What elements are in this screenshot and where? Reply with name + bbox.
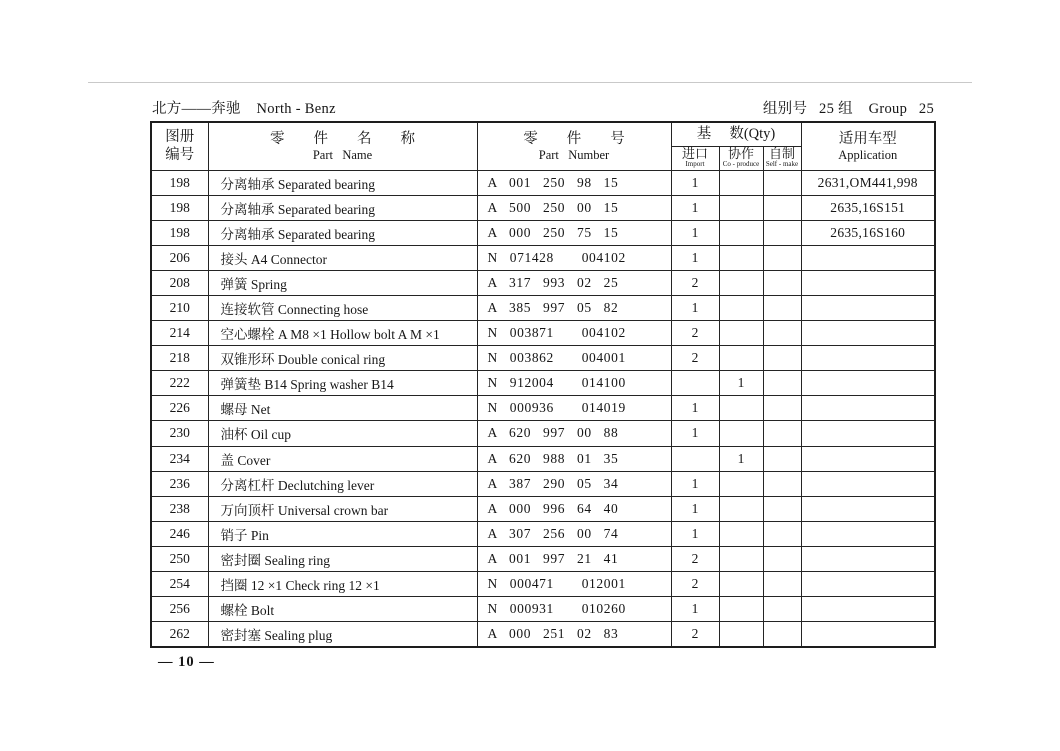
row-index: 218 [151, 346, 208, 371]
row-application: 2631,OM441,998 [801, 170, 935, 195]
row-part-number: A 500 250 00 15 [477, 195, 671, 220]
row-index: 262 [151, 622, 208, 647]
row-qty-coproduce [719, 471, 763, 496]
parts-table [150, 121, 936, 648]
header-application [801, 122, 935, 170]
row-part-name: 分离轴承 Separated bearing [208, 170, 477, 195]
row-qty-import: 1 [671, 170, 719, 195]
header-qty-selfmake-en: Self - make [765, 159, 799, 168]
row-index: 206 [151, 245, 208, 270]
table-row [151, 195, 935, 220]
row-application [801, 471, 935, 496]
header-qty-import [671, 146, 719, 170]
row-part-number: A 001 250 98 15 [477, 170, 671, 195]
row-qty-coproduce [719, 270, 763, 295]
row-index: 238 [151, 496, 208, 521]
row-qty-selfmake [763, 371, 801, 396]
row-qty-import: 1 [671, 195, 719, 220]
row-qty-import: 1 [671, 396, 719, 421]
row-part-number: A 620 988 01 35 [477, 446, 671, 471]
row-index: 230 [151, 421, 208, 446]
row-qty-selfmake [763, 421, 801, 446]
row-part-number: A 317 993 02 25 [477, 270, 671, 295]
row-application [801, 622, 935, 647]
header-index [151, 122, 208, 170]
row-part-number: A 387 290 05 34 [477, 471, 671, 496]
row-qty-coproduce [719, 572, 763, 597]
row-qty-import [671, 446, 719, 471]
row-index: 236 [151, 471, 208, 496]
header-qty-selfmake-cn: 自制 [768, 146, 795, 162]
row-qty-import: 2 [671, 346, 719, 371]
row-qty-selfmake [763, 295, 801, 320]
row-qty-import: 2 [671, 572, 719, 597]
row-part-name: 弹簧 Spring [208, 270, 477, 295]
header-application-cn: 适用车型 [838, 130, 897, 147]
row-qty-import: 1 [671, 496, 719, 521]
row-application [801, 371, 935, 396]
row-part-number: A 000 996 64 40 [477, 496, 671, 521]
table-row [151, 446, 935, 471]
row-application [801, 346, 935, 371]
row-part-name: 密封圈 Sealing ring [208, 546, 477, 571]
header-part-name [208, 122, 477, 170]
scan-page-edge-line [88, 82, 972, 83]
row-qty-import: 1 [671, 295, 719, 320]
table-row [151, 170, 935, 195]
row-part-name: 挡圈 12 ×1 Check ring 12 ×1 [208, 572, 477, 597]
row-application: 2635,16S151 [801, 195, 935, 220]
header-qty-coproduce [719, 146, 763, 170]
table-row [151, 270, 935, 295]
row-qty-coproduce [719, 496, 763, 521]
row-application: 2635,16S160 [801, 220, 935, 245]
row-qty-selfmake [763, 622, 801, 647]
table-row [151, 346, 935, 371]
row-index: 198 [151, 220, 208, 245]
row-qty-selfmake [763, 396, 801, 421]
row-index: 198 [151, 195, 208, 220]
row-qty-import: 1 [671, 471, 719, 496]
row-qty-coproduce [719, 346, 763, 371]
header-part-name-cn: 零 件 名 称 [270, 130, 415, 147]
row-qty-import: 2 [671, 622, 719, 647]
row-qty-import: 1 [671, 597, 719, 622]
row-part-name: 万向顶杆 Universal crown bar [208, 496, 477, 521]
row-qty-selfmake [763, 572, 801, 597]
row-qty-import: 2 [671, 321, 719, 346]
row-part-name: 分离轴承 Separated bearing [208, 195, 477, 220]
row-part-number: A 385 997 05 82 [477, 295, 671, 320]
row-qty-selfmake [763, 170, 801, 195]
row-index: 222 [151, 371, 208, 396]
row-part-number: A 307 256 00 74 [477, 521, 671, 546]
row-qty-coproduce [719, 295, 763, 320]
row-qty-selfmake [763, 521, 801, 546]
row-application [801, 521, 935, 546]
header-index-line1: 图册 [165, 129, 195, 146]
row-application [801, 295, 935, 320]
header-index-line2: 编号 [165, 147, 195, 164]
header-qty-selfmake [763, 146, 801, 170]
row-part-name: 接头 A4 Connector [208, 245, 477, 270]
header-qty [671, 122, 801, 146]
table-row [151, 496, 935, 521]
row-qty-coproduce [719, 546, 763, 571]
row-qty-coproduce [719, 421, 763, 446]
row-qty-import [671, 371, 719, 396]
row-application [801, 446, 935, 471]
parts-table-header [151, 122, 935, 170]
row-qty-coproduce [719, 396, 763, 421]
row-part-name: 螺栓 Bolt [208, 597, 477, 622]
header-part-number [477, 122, 671, 170]
row-index: 246 [151, 521, 208, 546]
table-row [151, 421, 935, 446]
row-part-name: 盖 Cover [208, 446, 477, 471]
row-part-name: 空心螺栓 A M8 ×1 Hollow bolt A M ×1 [208, 321, 477, 346]
row-qty-coproduce [719, 170, 763, 195]
row-part-number: N 000471 012001 [477, 572, 671, 597]
row-qty-coproduce: 1 [719, 371, 763, 396]
row-part-name: 油杯 Oil cup [208, 421, 477, 446]
row-qty-selfmake [763, 195, 801, 220]
row-application [801, 546, 935, 571]
row-qty-coproduce [719, 622, 763, 647]
row-index: 256 [151, 597, 208, 622]
table-row [151, 321, 935, 346]
row-qty-selfmake [763, 220, 801, 245]
row-qty-import: 2 [671, 546, 719, 571]
row-index: 250 [151, 546, 208, 571]
row-application [801, 396, 935, 421]
row-qty-selfmake [763, 346, 801, 371]
row-qty-import: 1 [671, 421, 719, 446]
row-part-name: 分离杠杆 Declutching lever [208, 471, 477, 496]
row-index: 208 [151, 270, 208, 295]
row-qty-import: 2 [671, 270, 719, 295]
row-qty-selfmake [763, 471, 801, 496]
row-part-number: A 620 997 00 88 [477, 421, 671, 446]
row-part-name: 分离轴承 Separated bearing [208, 220, 477, 245]
page-number: — 10 — [158, 654, 215, 670]
row-part-number: N 003862 004001 [477, 346, 671, 371]
row-qty-coproduce [719, 321, 763, 346]
row-part-number: N 071428 004102 [477, 245, 671, 270]
row-application [801, 321, 935, 346]
row-index: 210 [151, 295, 208, 320]
header-qty-import-en: Import [685, 159, 705, 168]
row-part-number: A 000 251 02 83 [477, 622, 671, 647]
row-qty-coproduce [719, 245, 763, 270]
table-row [151, 371, 935, 396]
row-qty-selfmake [763, 597, 801, 622]
header-part-name-en: Part Name [312, 147, 373, 162]
row-part-number: N 003871 004102 [477, 321, 671, 346]
row-application [801, 245, 935, 270]
row-qty-coproduce [719, 220, 763, 245]
row-index: 214 [151, 321, 208, 346]
row-qty-selfmake [763, 446, 801, 471]
row-qty-import: 1 [671, 245, 719, 270]
group-number-label: 组别号 25 组 Group 25 [762, 101, 934, 117]
row-part-name: 双锥形环 Double conical ring [208, 346, 477, 371]
table-row [151, 546, 935, 571]
row-part-name: 螺母 Net [208, 396, 477, 421]
table-row [151, 521, 935, 546]
row-index: 226 [151, 396, 208, 421]
row-part-name: 密封塞 Sealing plug [208, 622, 477, 647]
table-row [151, 572, 935, 597]
header-qty-cn: 基 数(Qty) [696, 126, 776, 143]
row-application [801, 572, 935, 597]
row-part-number: N 000936 014019 [477, 396, 671, 421]
row-part-name: 连接软管 Connecting hose [208, 295, 477, 320]
table-row [151, 597, 935, 622]
row-index: 234 [151, 446, 208, 471]
row-part-name: 销子 Pin [208, 521, 477, 546]
row-qty-coproduce [719, 521, 763, 546]
parts-table-body [151, 170, 935, 647]
row-qty-import: 1 [671, 521, 719, 546]
header-part-number-cn: 零 件 号 [523, 130, 625, 147]
row-application [801, 421, 935, 446]
row-application [801, 270, 935, 295]
table-row [151, 245, 935, 270]
table-row [151, 396, 935, 421]
header-qty-coproduce-cn: 协作 [727, 146, 754, 162]
row-index: 198 [151, 170, 208, 195]
row-part-number: N 000931 010260 [477, 597, 671, 622]
row-qty-coproduce [719, 597, 763, 622]
row-part-number: A 000 250 75 15 [477, 220, 671, 245]
row-qty-coproduce [719, 195, 763, 220]
table-row [151, 622, 935, 647]
row-qty-selfmake [763, 496, 801, 521]
row-qty-import: 1 [671, 220, 719, 245]
header-qty-import-cn: 进口 [681, 146, 708, 162]
header-qty-coproduce-en: Co - produce [722, 159, 760, 168]
row-qty-selfmake [763, 321, 801, 346]
row-qty-selfmake [763, 546, 801, 571]
row-application [801, 496, 935, 521]
table-row [151, 220, 935, 245]
row-application [801, 597, 935, 622]
row-part-name: 弹簧垫 B14 Spring washer B14 [208, 371, 477, 396]
table-row [151, 295, 935, 320]
row-qty-selfmake [763, 270, 801, 295]
row-part-number: N 912004 014100 [477, 371, 671, 396]
row-qty-selfmake [763, 245, 801, 270]
header-part-number-en: Part Number [538, 147, 610, 162]
series-title: 北方——奔驰 North - Benz [152, 101, 336, 117]
header-application-en: Application [838, 147, 898, 162]
table-row [151, 471, 935, 496]
row-index: 254 [151, 572, 208, 597]
row-part-number: A 001 997 21 41 [477, 546, 671, 571]
row-qty-coproduce: 1 [719, 446, 763, 471]
